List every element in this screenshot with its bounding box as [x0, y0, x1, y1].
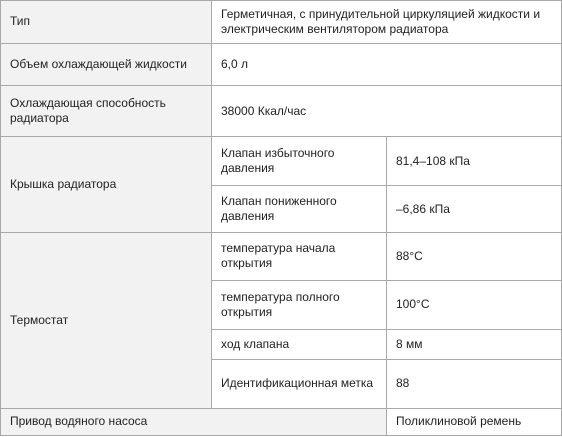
table-row: [1, 137, 562, 186]
subrow-value-opening-start-temp: 88°C: [387, 233, 562, 281]
subrow-value-vacuum-valve: –6,86 кПа: [387, 186, 562, 233]
row-value-radiator-capacity: 38000 Ккал/час: [212, 86, 562, 137]
row-label-water-pump-drive: Привод водяного насоса: [1, 408, 387, 435]
row-value-water-pump-drive: Поликлиновой ремень: [387, 408, 562, 435]
row-label-type: Тип: [1, 1, 212, 44]
row-label-radiator-cap: Крышка радиатора: [1, 137, 212, 233]
subrow-label-valve-travel: ход клапана: [212, 329, 387, 359]
row-value-coolant-volume: 6,0 л: [212, 43, 562, 86]
row-label-radiator-capacity: Охлаждающая способность радиатора: [1, 86, 212, 137]
subrow-label-full-open-temp: температура полного открытия: [212, 280, 387, 329]
subrow-label-id-mark: Идентификационная метка: [212, 359, 387, 408]
row-label-coolant-volume: Объем охлаждающей жидкости: [1, 43, 212, 86]
subrow-label-opening-start-temp: температура начала открытия: [212, 233, 387, 281]
table-row: [1, 233, 562, 281]
subrow-value-full-open-temp: 100°C: [387, 280, 562, 329]
subrow-label-overpressure-valve: Клапан избыточного давления: [212, 137, 387, 186]
row-label-thermostat: Термостат: [1, 233, 212, 409]
table-row: [1, 408, 562, 435]
subrow-value-overpressure-valve: 81,4–108 кПа: [387, 137, 562, 186]
table-row: [1, 1, 562, 44]
table-row: [1, 86, 562, 137]
row-value-type: Герметичная, с принудительной циркуляцией жидкости и электрическим вентилятором радиатора: [212, 1, 562, 44]
subrow-value-id-mark: 88: [387, 359, 562, 408]
subrow-value-valve-travel: 8 мм: [387, 329, 562, 359]
table-row: [1, 43, 562, 86]
subrow-label-vacuum-valve: Клапан пониженного давления: [212, 186, 387, 233]
